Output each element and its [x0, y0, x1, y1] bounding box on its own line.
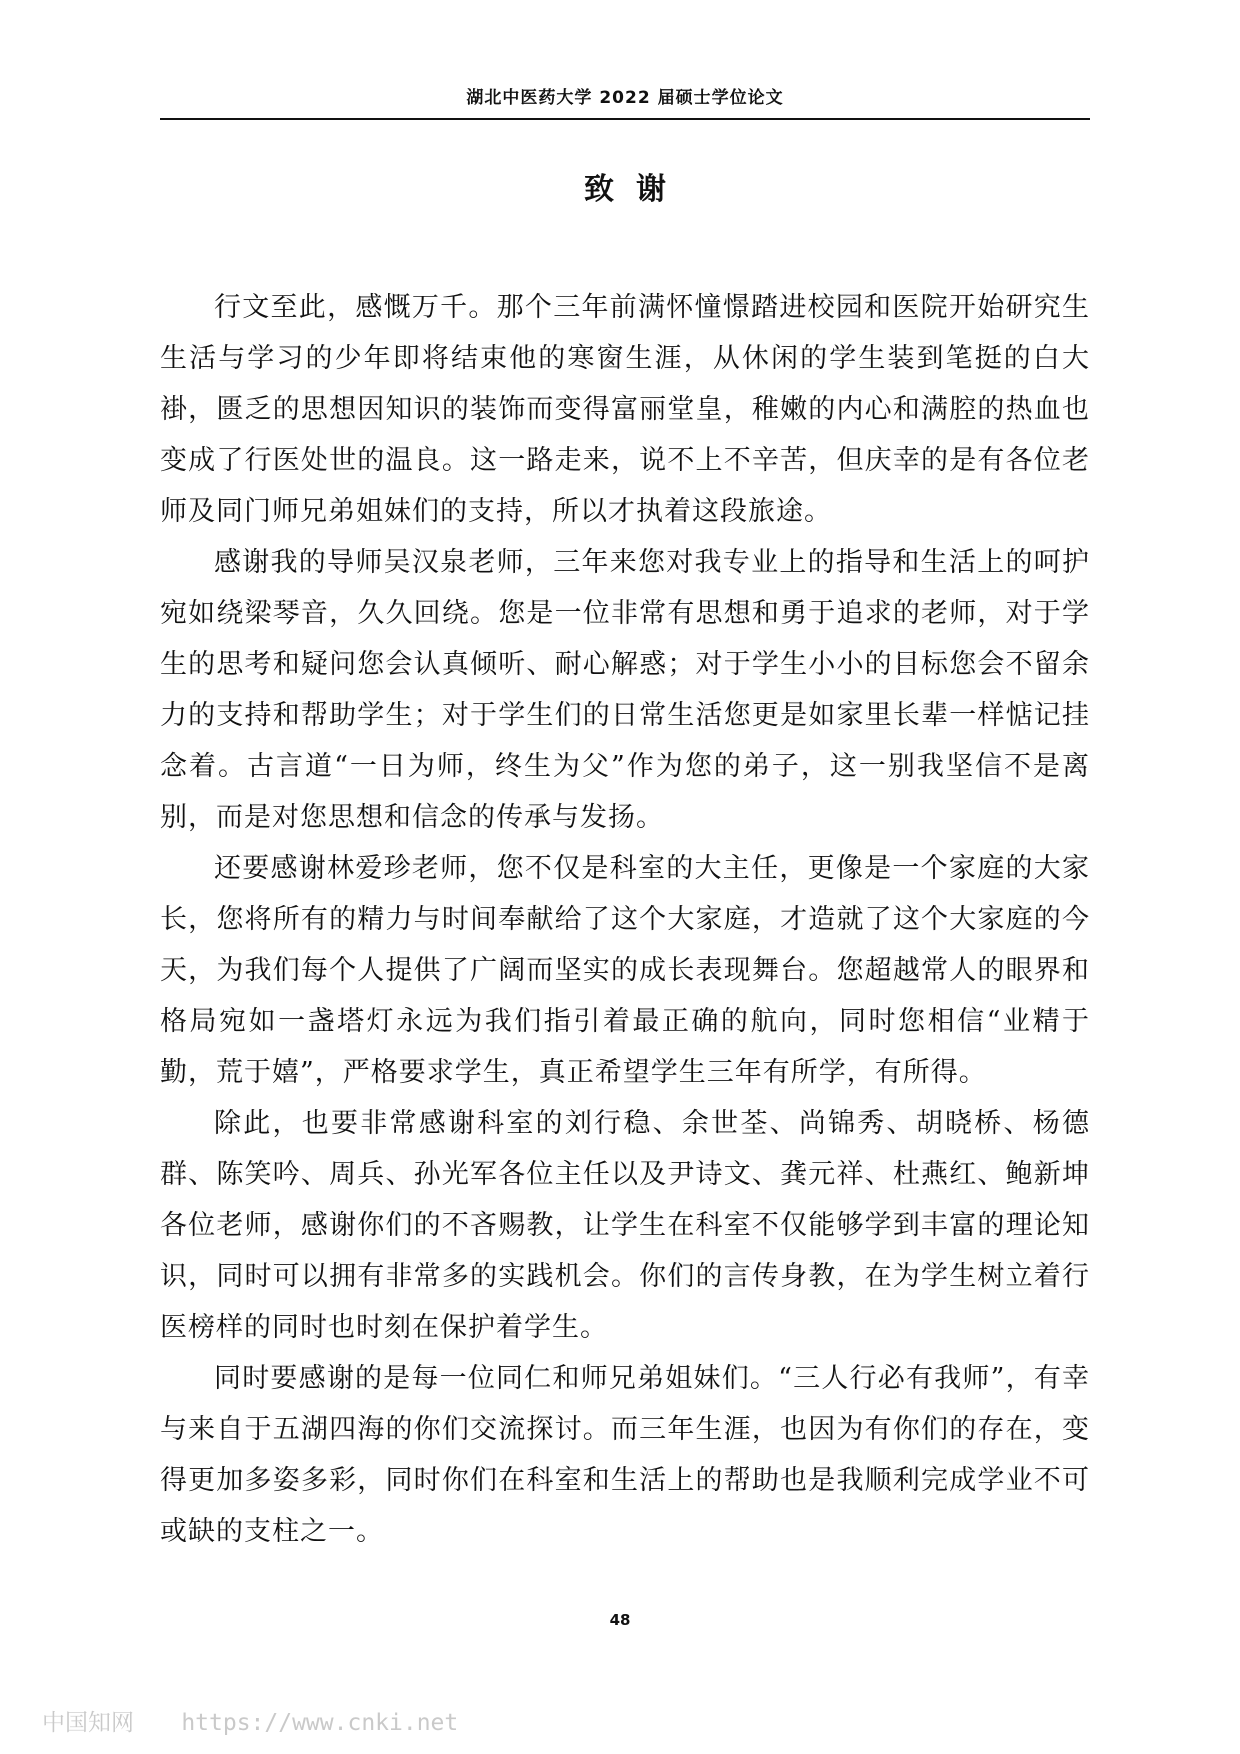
cnki-watermark: [42, 1708, 458, 1738]
acknowledgement-body: [160, 282, 1090, 1557]
paragraph-1: 行文至此，感慨万千。那个三年前满怀憧憬踏进校园和医院开始研究生生活与学习的少年即将结束他的寒窗生涯，从休闲的学生装到笔挺的白大褂，匮乏的思想因知识的装饰而变得富丽堂皇，稚嫩的内心和满腔的热血也变成了行医处世的温良。这一路走来，说不上不辛苦，但庆幸的是有各位老师及同门师兄弟姐妹们的支持，所以才执着这段旅途。: [160, 292, 1090, 527]
paragraph-3: 还要感谢林爱珍老师，您不仅是科室的大主任，更像是一个家庭的大家长，您将所有的精力与时间奉献给了这个大家庭，才造就了这个大家庭的今天，为我们每个人提供了广阔而坚实的成长表现舞台。您超越常人的眼界和格局宛如一盏塔灯永远为我们指引着最正确的航向，同时您相信“业精于勤，荒于嬉”，严格要求学生，真正希望学生三年有所学，有所得。: [160, 853, 1090, 1088]
page-title: 致谢: [584, 172, 688, 207]
page-number: 48: [609, 1611, 631, 1629]
paragraph-5: 同时要感谢的是每一位同仁和师兄弟姐妹们。“三人行必有我师”，有幸与来自于五湖四海的你们交流探讨。而三年生涯，也因为有你们的存在，变得更加多姿多彩，同时你们在科室和生活上的帮助也是我顺利完成学业不可或缺的支柱之一。: [160, 1363, 1090, 1547]
watermark-url: https://www.cnki.net: [181, 1710, 459, 1736]
paragraph-2: 感谢我的导师吴汉泉老师，三年来您对我专业上的指导和生活上的呵护宛如绕梁琴音，久久回绕。您是一位非常有思想和勇于追求的老师，对于学生的思考和疑问您会认真倾听、耐心解惑；对于学生小小的目标您会不留余力的支持和帮助学生；对于学生们的日常生活您更是如家里长辈一样惦记挂念着。古言道“一日为师，终生为父”作为您的弟子，这一别我坚信不是离别，而是对您思想和信念的传承与发扬。: [160, 547, 1090, 833]
paragraph-4: 除此，也要非常感谢科室的刘行稳、余世荃、尚锦秀、胡晓桥、杨德群、陈笑吟、周兵、孙光军各位主任以及尹诗文、龚元祥、杜燕红、鲍新坤各位老师，感谢你们的不吝赐教，让学生在科室不仅能够学到丰富的理论知识，同时可以拥有非常多的实践机会。你们的言传身教，在为学生树立着行医榜样的同时也时刻在保护着学生。: [160, 1108, 1090, 1343]
watermark-name: 中国知网: [42, 1710, 134, 1736]
header-divider: [160, 118, 1090, 120]
running-header: 湖北中医药大学 2022 届硕士学位论文: [466, 88, 784, 108]
